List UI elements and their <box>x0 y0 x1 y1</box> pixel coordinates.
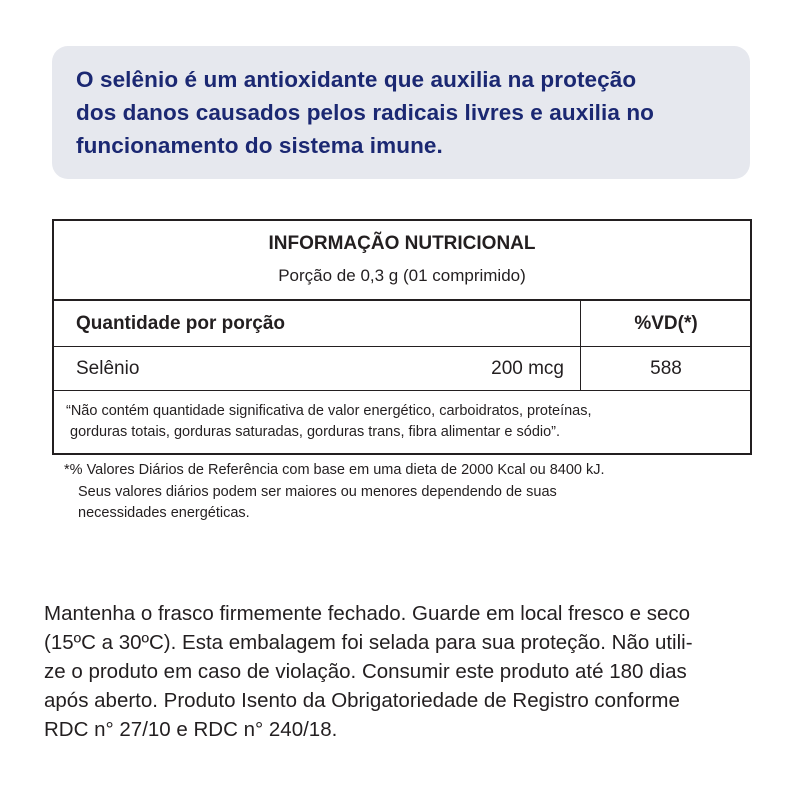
table-row <box>54 347 750 391</box>
storage-line: após aberto. Produto Isento da Obrigatoriedade de Registro conforme <box>44 689 680 712</box>
nutrition-table-header <box>54 221 750 301</box>
table-note <box>66 401 746 443</box>
nutrient-dv: 588 <box>650 358 682 379</box>
footnote-line: necessidades energéticas. <box>78 505 250 521</box>
storage-line: RDC n° 27/10 e RDC n° 240/18. <box>44 718 338 741</box>
footnote-line: *% Valores Diários de Referência com base em uma dieta de 2000 Kcal ou 8400 kJ. <box>64 462 605 478</box>
footnote-line: Seus valores diários podem ser maiores ou menores dependendo de suas <box>78 483 557 500</box>
nutrition-table-title: INFORMAÇÃO NUTRICIONAL <box>268 233 536 254</box>
portion-size: Porção de 0,3 g (01 comprimido) <box>278 266 526 285</box>
nutrient-amount: 200 mcg <box>491 358 564 379</box>
table-note-line: gorduras totais, gorduras saturadas, gorduras trans, fibra alimentar e sódio”. <box>70 424 561 440</box>
benefit-banner <box>52 46 750 179</box>
storage-line: ze o produto em caso de violação. Consumir este produto até 180 dias <box>44 660 687 683</box>
storage-line: Mantenha o frasco firmemente fechado. Guarde em local fresco e seco <box>44 602 691 625</box>
benefit-line: dos danos causados pelos radicais livres e auxilia no <box>76 100 655 125</box>
storage-line: (15ºC a 30ºC). Esta embalagem foi selada para sua proteção. Não utili- <box>44 631 693 654</box>
column-header-row <box>54 301 750 347</box>
column-header-dv: %VD(*) <box>634 313 698 334</box>
table-note-line: “Não contém quantidade significativa de valor energético, carboidratos, proteínas, <box>66 403 592 419</box>
daily-values-footnote <box>64 460 764 525</box>
nutrition-facts-table <box>52 219 752 455</box>
benefit-line: funcionamento do sistema imune. <box>76 133 443 158</box>
nutrient-name: Selênio <box>76 358 140 379</box>
storage-instructions <box>44 599 760 744</box>
column-header-amount: Quantidade por porção <box>76 313 286 334</box>
benefit-text <box>76 63 738 162</box>
benefit-line: O selênio é um antioxidante que auxilia na proteção <box>76 67 637 92</box>
